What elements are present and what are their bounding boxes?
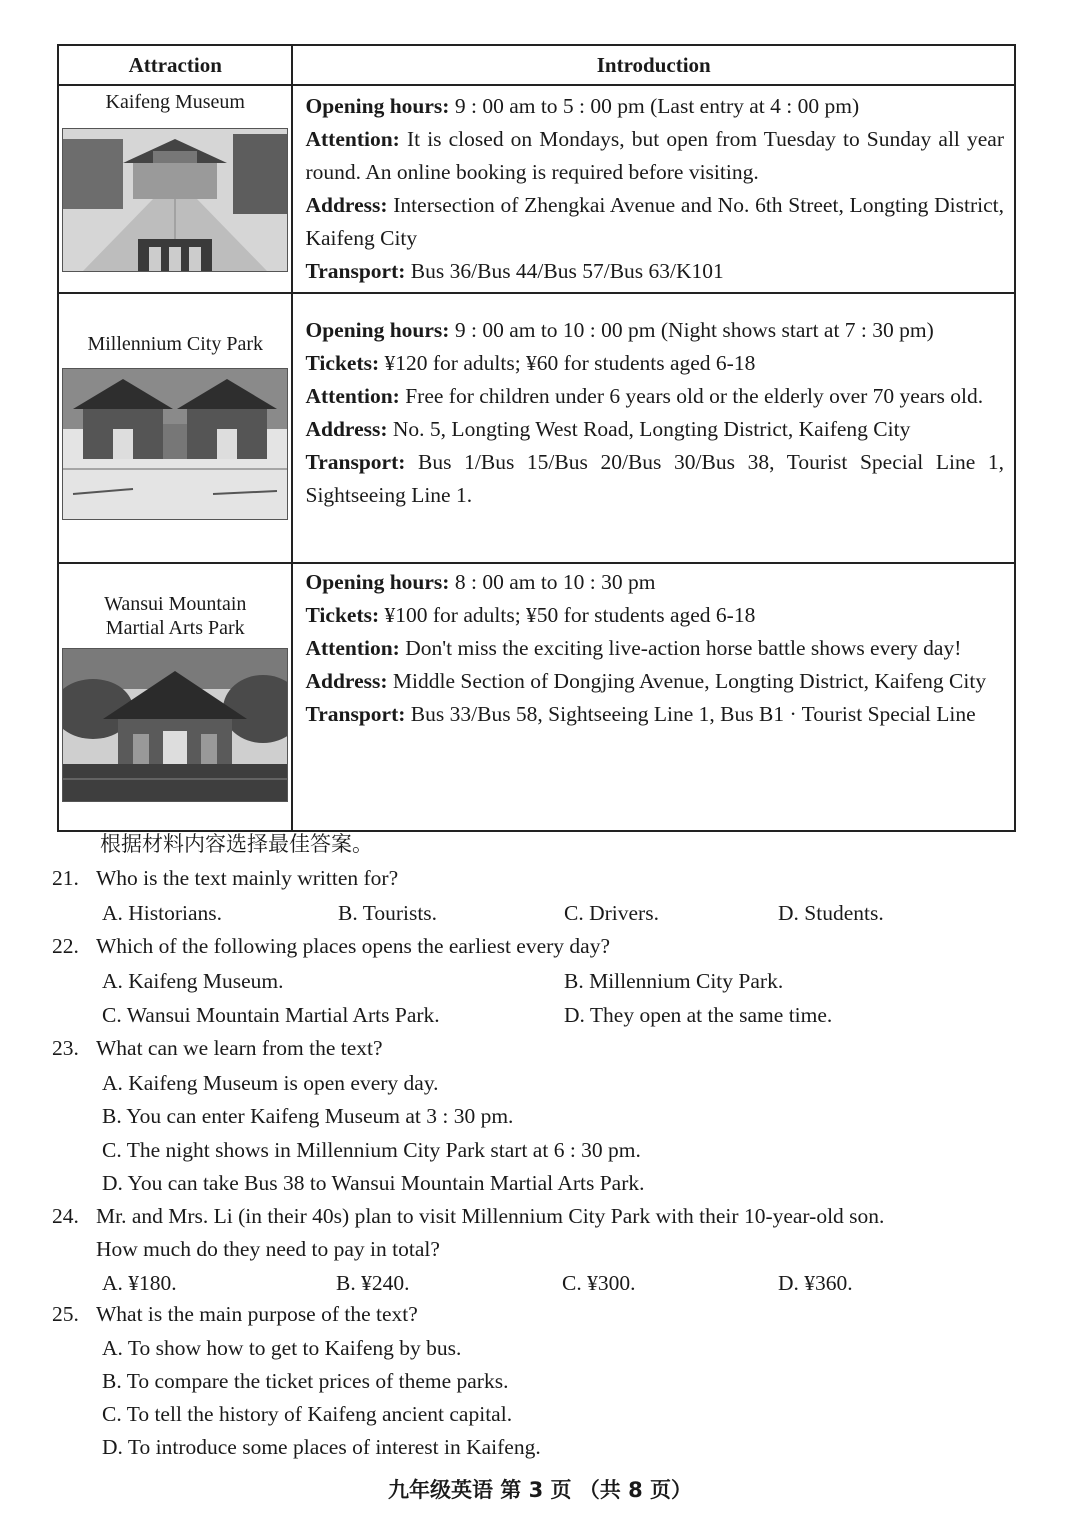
option-22-d[interactable]: D. They open at the same time. (564, 1003, 833, 1027)
question-number: 21. (52, 866, 79, 890)
option-25-d[interactable]: D. To introduce some places of interest in Kaifeng. (102, 1435, 541, 1459)
question-text: Mr. and Mrs. Li (in their 40s) plan to visit Millennium City Park with their 10-year-old son. (96, 1204, 885, 1228)
option-24-d[interactable]: D. ¥360. (778, 1271, 853, 1295)
option-22-c[interactable]: C. Wansui Mountain Martial Arts Park. (102, 1003, 440, 1027)
option-25-b[interactable]: B. To compare the ticket prices of theme parks. (102, 1369, 509, 1393)
park-gate-photo (62, 368, 288, 520)
attraction-cell (58, 293, 292, 563)
attraction-name: Millennium City Park (87, 333, 264, 355)
tickets: Tickets: ¥100 for adults; ¥50 for students aged 6-18 (305, 603, 756, 627)
opening-hours: Opening hours: 9 : 00 am to 5 : 00 pm (Last entry at 4 : 00 pm) (305, 94, 860, 118)
transport: Transport: Bus 36/Bus 44/Bus 57/Bus 63/K101 (305, 259, 724, 283)
option-25-c[interactable]: C. To tell the history of Kaifeng ancient capital. (102, 1402, 513, 1426)
table-row (58, 293, 1015, 563)
question-text: Who is the text mainly written for? (96, 866, 399, 890)
option-24-a[interactable]: A. ¥180. (102, 1271, 177, 1295)
attraction-cell (58, 563, 292, 831)
option-21-c[interactable]: C. Drivers. (564, 901, 659, 925)
table-row (58, 563, 1015, 831)
table-row (58, 85, 1015, 293)
question-text: How much do they need to pay in total? (96, 1237, 440, 1261)
attraction-name: Martial Arts Park (105, 617, 245, 639)
question-number: 22. (52, 934, 79, 958)
transport: Transport: Bus 1/Bus 15/Bus 20/Bus 30/Bus 38, Tourist Special Line 1, Sightseeing Line 1. (305, 450, 1004, 507)
address: Address: No. 5, Longting West Road, Longting District, Kaifeng City (305, 417, 911, 441)
header-attraction: Attraction (58, 45, 292, 85)
page-footer: 九年级英语 第 3 页 （共 8 页） (387, 1478, 693, 1502)
introduction-cell (292, 85, 1015, 293)
attention: Attention: Free for children under 6 years old or the elderly over 70 years old. (305, 384, 984, 408)
option-25-a[interactable]: A. To show how to get to Kaifeng by bus. (102, 1336, 462, 1360)
question-number: 24. (52, 1204, 79, 1228)
option-22-a[interactable]: A. Kaifeng Museum. (102, 969, 284, 993)
attraction-name: Kaifeng Museum (105, 91, 245, 113)
attraction-name: Wansui Mountain (104, 593, 247, 615)
table-header-row (58, 45, 1015, 85)
option-24-b[interactable]: B. ¥240. (336, 1271, 410, 1295)
tickets: Tickets: ¥120 for adults; ¥60 for students aged 6-18 (305, 351, 756, 375)
question-number: 23. (52, 1036, 79, 1060)
attention: Attention: It is closed on Mondays, but open from Tuesday to Sunday all year round. An online booking is required before visiting. (305, 127, 1004, 184)
introduction-cell (292, 563, 1015, 831)
question-text: What can we learn from the text? (96, 1036, 383, 1060)
introduction-cell (292, 293, 1015, 563)
address: Address: Intersection of Zhengkai Avenue and No. 6th Street, Longting District, Kaifeng City (305, 193, 1004, 250)
option-24-c[interactable]: C. ¥300. (562, 1271, 636, 1295)
option-23-d[interactable]: D. You can take Bus 38 to Wansui Mountain Martial Arts Park. (102, 1171, 645, 1195)
martial-arts-park-photo (62, 648, 288, 802)
attraction-cell (58, 85, 292, 293)
option-21-d[interactable]: D. Students. (778, 901, 884, 925)
option-21-a[interactable]: A. Historians. (102, 901, 223, 925)
attention: Attention: Don't miss the exciting live-action horse battle shows every day! (305, 636, 962, 660)
option-23-a[interactable]: A. Kaifeng Museum is open every day. (102, 1071, 439, 1095)
option-21-b[interactable]: B. Tourists. (338, 901, 438, 925)
option-23-c[interactable]: C. The night shows in Millennium City Park start at 6 : 30 pm. (102, 1138, 641, 1162)
opening-hours: Opening hours: 9 : 00 am to 10 : 00 pm (Night shows start at 7 : 30 pm) (305, 318, 934, 342)
question-text: What is the main purpose of the text? (96, 1302, 418, 1326)
attractions-table (57, 44, 1016, 832)
question-text: Which of the following places opens the earliest every day? (96, 934, 611, 958)
transport: Transport: Bus 33/Bus 58, Sightseeing Line 1, Bus B1 · Tourist Special Line (305, 702, 976, 726)
option-23-b[interactable]: B. You can enter Kaifeng Museum at 3 : 30 pm. (102, 1104, 514, 1128)
header-introduction: Introduction (292, 45, 1015, 85)
opening-hours: Opening hours: 8 : 00 am to 10 : 30 pm (305, 570, 656, 594)
museum-photo (62, 128, 288, 272)
option-22-b[interactable]: B. Millennium City Park. (564, 969, 784, 993)
address: Address: Middle Section of Dongjing Avenue, Longting District, Kaifeng City (305, 669, 987, 693)
instruction: 根据材料内容选择最佳答案。 (100, 832, 373, 856)
question-number: 25. (52, 1302, 79, 1326)
